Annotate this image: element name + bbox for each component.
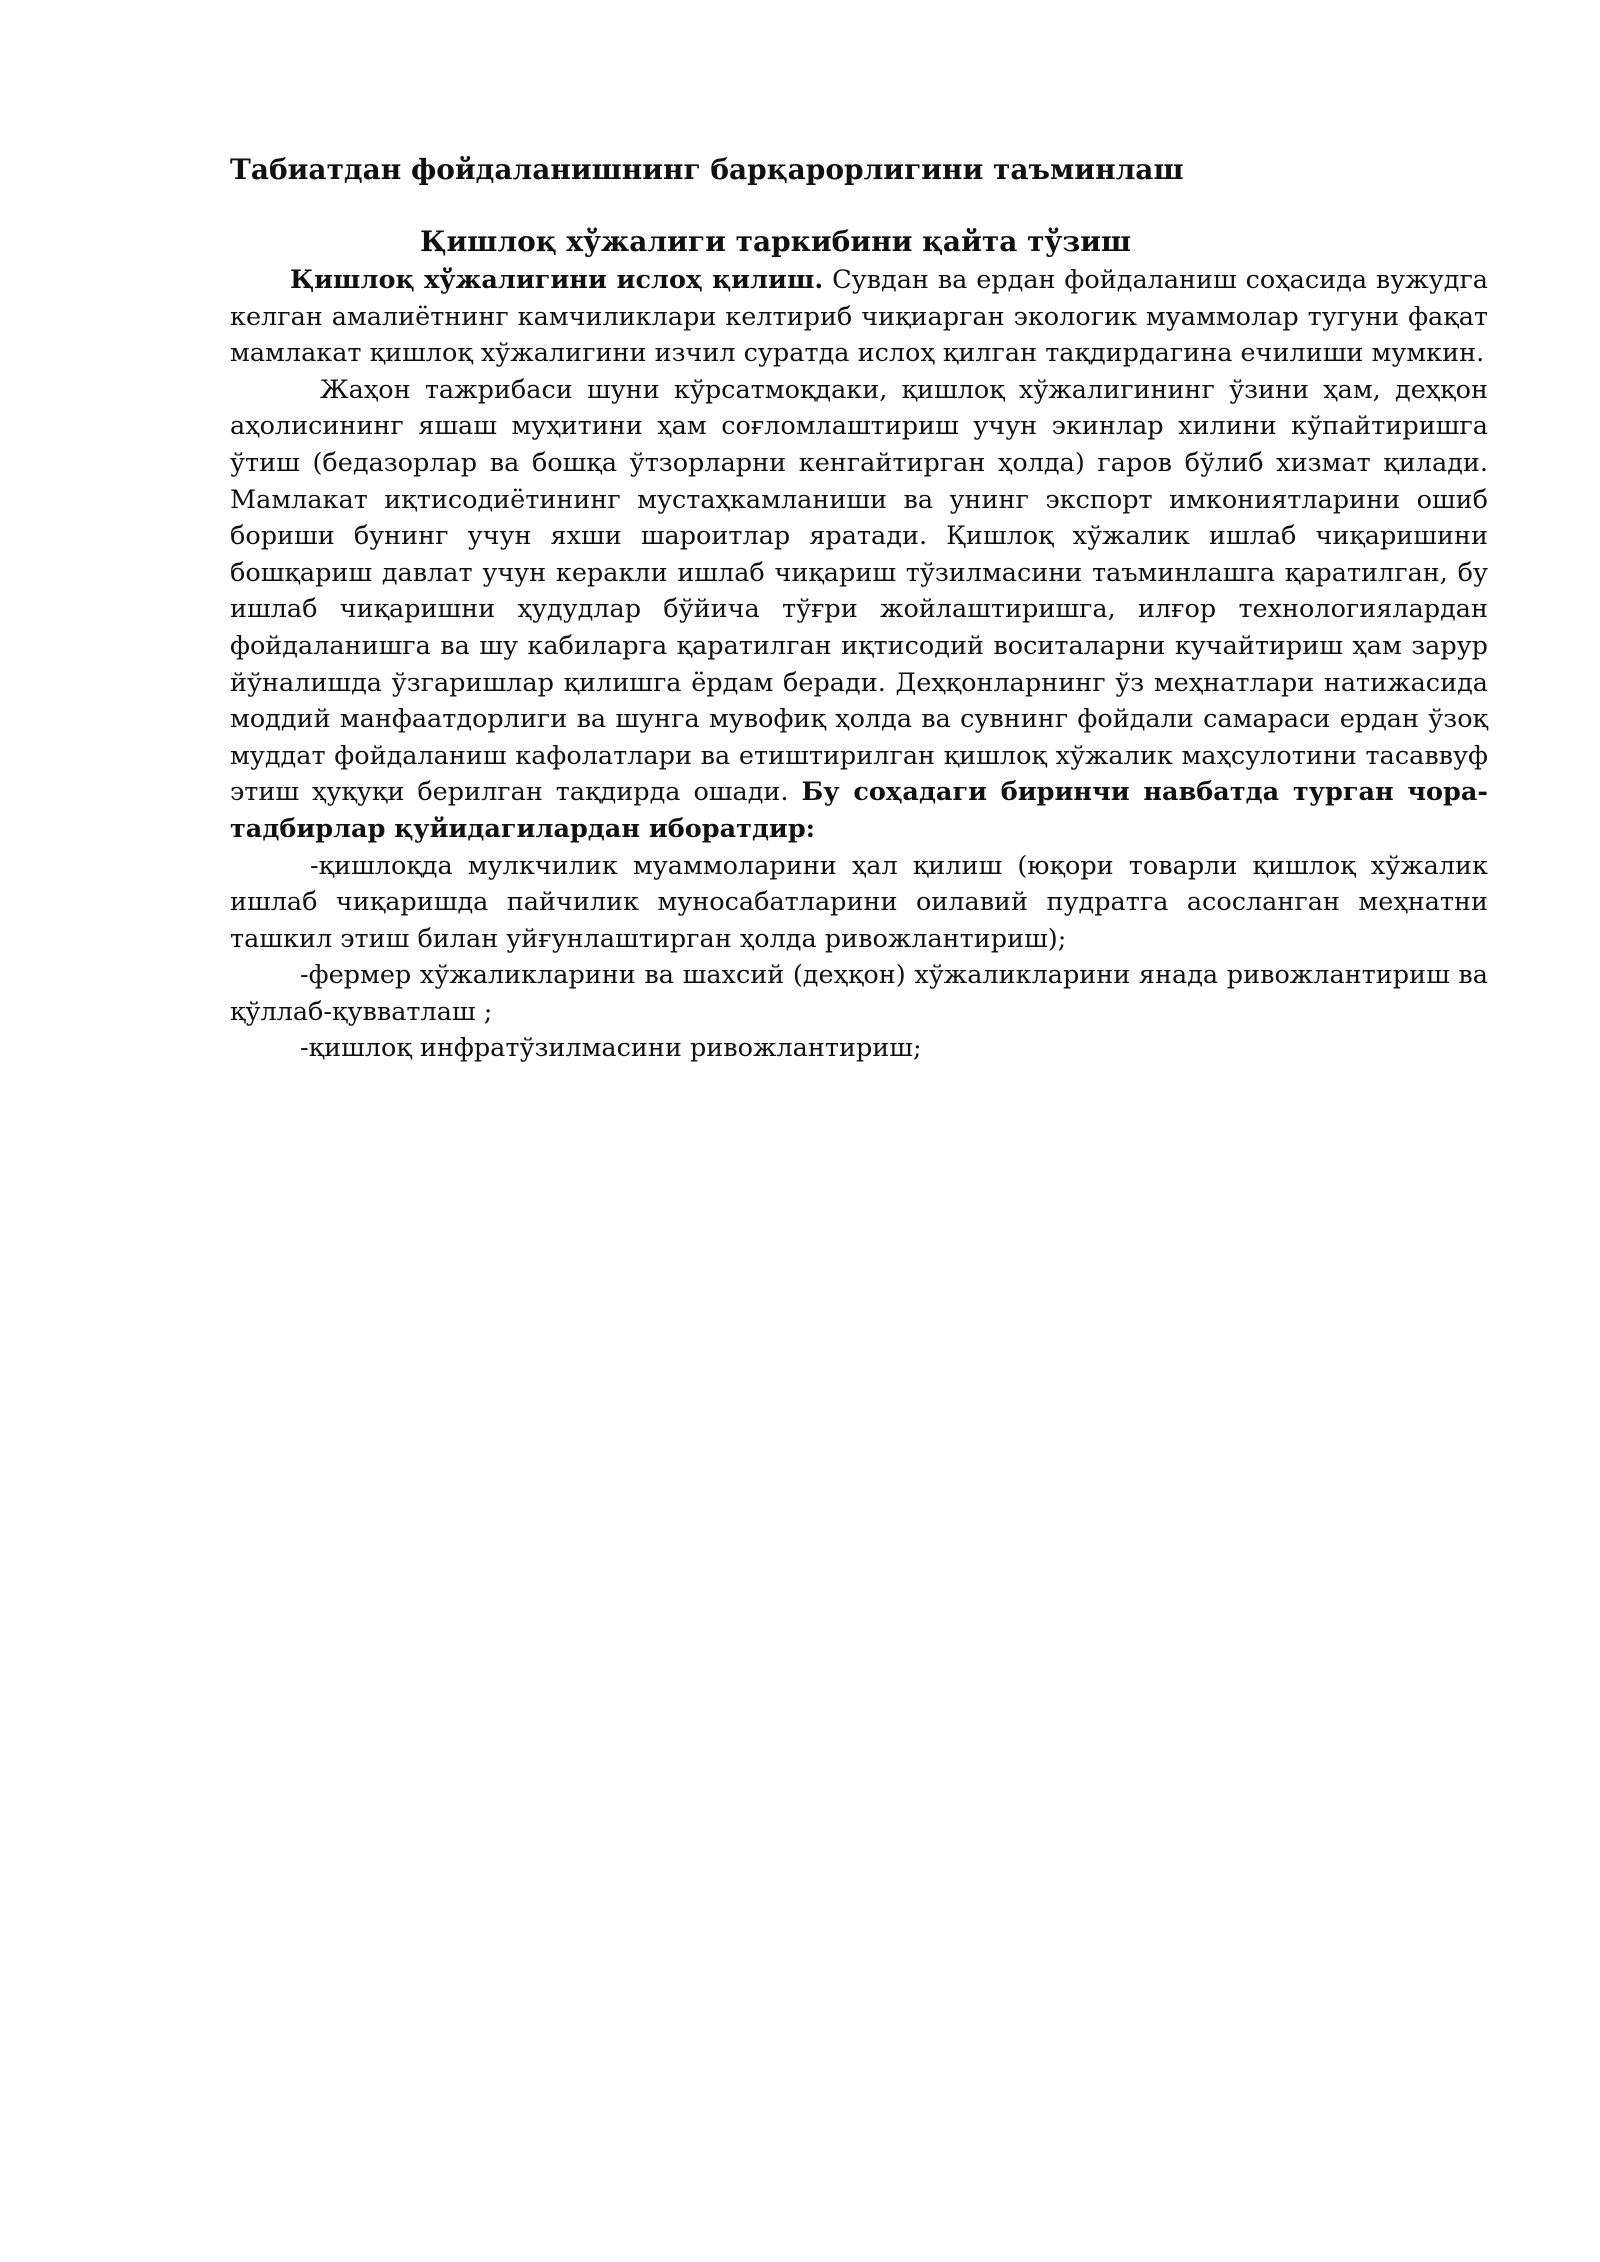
paragraph-text: Сувдан ва ердан фойдаланиш соҳасида вужудга келган амалиётнинг камчиликлари келтириб чиқиарган экологик муаммолар тугуни фақат мамлакат қишлоқ хўжалигини изчил суратда ислоҳ қилган тақдирдагина ечилиши мумкин. xyxy=(230,265,1489,369)
list-item-ownership: -қишлоқда мулкчилик муаммоларини ҳал қилиш (юқори товарли қишлоқ хўжалик ишлаб чиқаришда пайчилик муносабатларини оилавий пудратга асосланган меҳнатни ташкил этиш билан уйғунлаштирган ҳолда ривожлантириш); xyxy=(230,850,1488,954)
paragraph-lead: Қишлоқ хўжалигини ислоҳ қилиш. xyxy=(290,265,824,295)
document-page xyxy=(230,150,1488,1067)
paragraph-world-experience xyxy=(230,372,1488,848)
list-item-farmers: -фермер хўжаликларини ва шахсий (деҳқон) хўжаликларини янада ривожлантириш ва қўллаб-қувватлаш ; xyxy=(230,960,1488,1027)
paragraph-text: Жаҳон тажрибаси шуни кўрсатмоқдаки, қишлоқ хўжалигининг ўзини ҳам, деҳқон аҳолисининг яшаш муҳитини ҳам соғломлаштириш учун экинлар хилини кўпайтиришга ўтиш (бедазорлар ва бошқа ўтзорларни кенгайтирган ҳолда) гаров бўлиб хизмат қилади. Мамлакат иқтисодиётининг мустаҳкамланиши ва унинг экспорт имкониятларини ошиб бориши бунинг учун яхши шароитлар яратади. Қишлоқ хўжалик ишлаб чиқаришини бошқариш давлат учун керакли ишлаб чиқариш тўзилмасини таъминлашга қаратилган, бу ишлаб чиқаришни ҳудудлар бўйича тўғри жойлаштиришга, илғор технологиялардан фойдаланишга ва шу кабиларга қаратилган иқтисодий воситаларни кучайтириш ҳам зарур йўналишда ўзгаришлар қилишга ёрдам беради. Деҳқонларнинг ўз меҳнатлари натижасида моддий манфаатдорлиги ва шунга мувофиқ ҳолда ва сувнинг фойдали самараси ердан ўзоқ муддат фойдаланиш кафолатлари ва етиштирилган қишлоқ хўжалик маҳсулотини тасаввуф этиш ҳуқуқи берилган тақдирда ошади. xyxy=(230,374,1488,808)
document-title: Табиатдан фойдаланишнинг барқарорлигини таъминлаш xyxy=(230,153,1184,186)
section-title: Қишлоқ хўжалиги таркибини қайта тўзиш xyxy=(420,225,1132,258)
paragraph-reform xyxy=(230,262,1488,372)
paragraph-bold-tail: Бу соҳадаги биринчи навбатда турган чора-тадбирлар қуйидагилардан иборатдир: xyxy=(230,777,1488,844)
list-item-infrastructure: -қишлоқ инфратўзилмасини ривожлантириш; xyxy=(300,1033,922,1064)
